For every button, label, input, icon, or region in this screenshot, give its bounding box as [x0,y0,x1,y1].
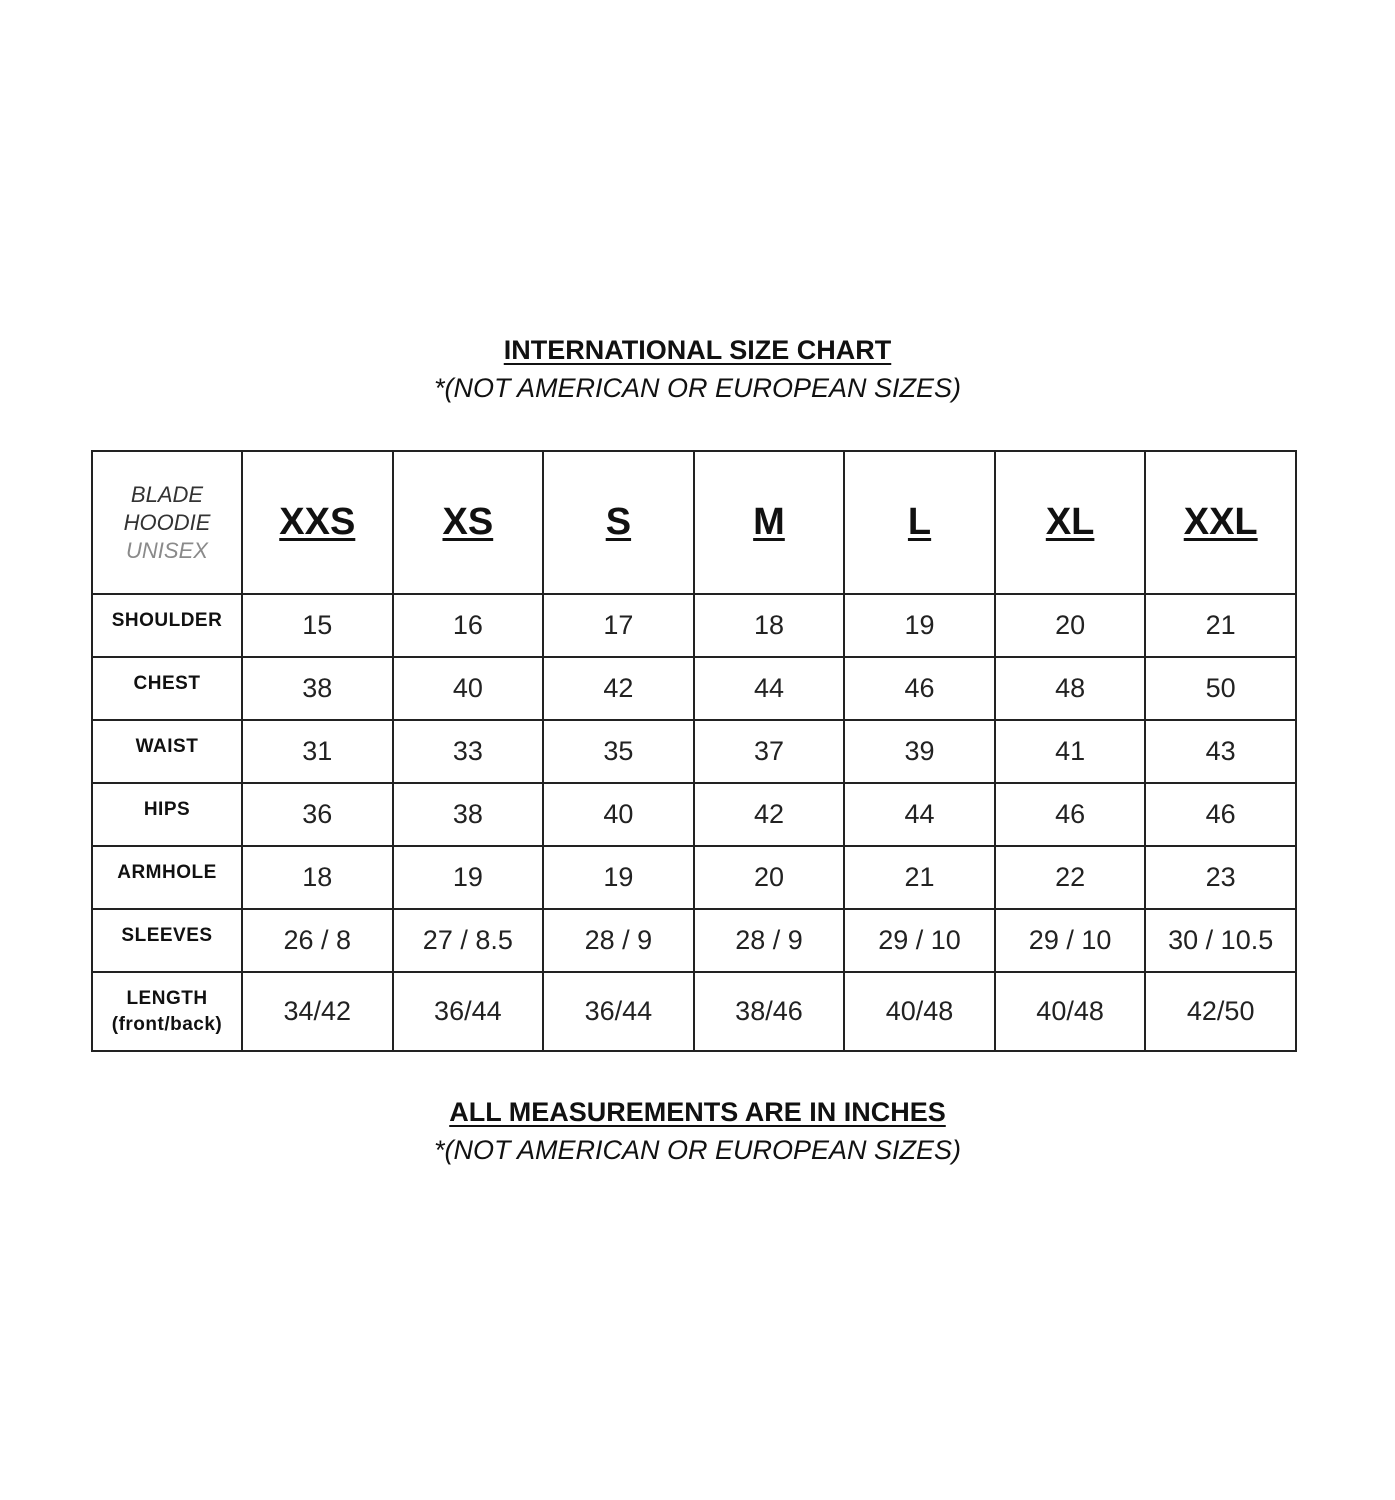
table-cell: 38/46 [694,972,845,1051]
table-cell: 15 [242,594,393,657]
table-cell: 36/44 [543,972,694,1051]
row-label-waist: WAIST [92,720,242,783]
table-cell: 33 [393,720,544,783]
row-label-length-sub: (front/back) [111,1013,223,1035]
table-cell: 38 [242,657,393,720]
table-cell: 40 [393,657,544,720]
table-cell: 50 [1145,657,1296,720]
table-cell: 40/48 [995,972,1146,1051]
row-label-sleeves: SLEEVES [92,909,242,972]
size-header-xs: XS [393,451,544,594]
row-label-shoulder: SHOULDER [92,594,242,657]
table-cell: 19 [844,594,995,657]
table-cell: 46 [995,783,1146,846]
table-cell: 20 [694,846,845,909]
size-header-m: M [694,451,845,594]
table-cell: 27 / 8.5 [393,909,544,972]
table-cell: 18 [694,594,845,657]
size-header-row [92,451,1296,594]
size-header-l: L [844,451,995,594]
row-label-chest: CHEST [92,657,242,720]
size-header-xxl: XXL [1145,451,1296,594]
table-row-waist [92,720,1296,783]
table-cell: 21 [1145,594,1296,657]
table-cell: 37 [694,720,845,783]
table-cell: 41 [995,720,1146,783]
table-row-armhole [92,846,1296,909]
table-cell: 20 [995,594,1146,657]
table-cell: 38 [393,783,544,846]
table-row-sleeves [92,909,1296,972]
measurement-note [0,1095,1395,1167]
table-cell: 35 [543,720,694,783]
table-cell: 42 [543,657,694,720]
table-cell: 46 [1145,783,1296,846]
table-cell: 26 / 8 [242,909,393,972]
product-line-name: BLADE [130,481,204,507]
table-cell: 19 [543,846,694,909]
row-label-length-main: LENGTH [126,987,208,1009]
table-cell: 36/44 [393,972,544,1051]
size-table [91,450,1297,1052]
table-cell: 18 [242,846,393,909]
table-cell: 42 [694,783,845,846]
table-cell: 29 / 10 [844,909,995,972]
measurement-note-subtitle: *(NOT AMERICAN OR EUROPEAN SIZES) [433,1135,962,1165]
size-header-s: S [543,451,694,594]
row-label-hips: HIPS [92,783,242,846]
table-cell: 21 [844,846,995,909]
table-cell: 39 [844,720,995,783]
table-cell: 40 [543,783,694,846]
table-cell: 34/42 [242,972,393,1051]
table-cell: 31 [242,720,393,783]
table-cell: 17 [543,594,694,657]
row-label-armhole: ARMHOLE [92,846,242,909]
table-cell: 42/50 [1145,972,1296,1051]
table-row-length [92,972,1296,1051]
table-cell: 36 [242,783,393,846]
table-row-hips [92,783,1296,846]
table-cell: 40/48 [844,972,995,1051]
measurement-note-title: ALL MEASUREMENTS ARE IN INCHES [449,1097,946,1127]
table-cell: 43 [1145,720,1296,783]
table-cell: 23 [1145,846,1296,909]
table-row-chest [92,657,1296,720]
table-cell: 46 [844,657,995,720]
table-cell: 44 [844,783,995,846]
row-label-length [92,972,242,1051]
table-cell: 44 [694,657,845,720]
chart-heading [0,333,1395,405]
table-cell: 22 [995,846,1146,909]
table-cell: 48 [995,657,1146,720]
chart-subtitle: *(NOT AMERICAN OR EUROPEAN SIZES) [433,373,962,403]
table-cell: 19 [393,846,544,909]
table-cell: 29 / 10 [995,909,1146,972]
size-header-xl: XL [995,451,1146,594]
table-cell: 28 / 9 [694,909,845,972]
product-line-gender: UNISEX [126,537,208,563]
product-name-cell [92,451,242,594]
chart-title: INTERNATIONAL SIZE CHART [503,335,892,365]
size-header-xxs: XXS [242,451,393,594]
table-row-shoulder [92,594,1296,657]
table-cell: 16 [393,594,544,657]
product-line-type: HOODIE [123,509,211,535]
table-cell: 30 / 10.5 [1145,909,1296,972]
table-cell: 28 / 9 [543,909,694,972]
